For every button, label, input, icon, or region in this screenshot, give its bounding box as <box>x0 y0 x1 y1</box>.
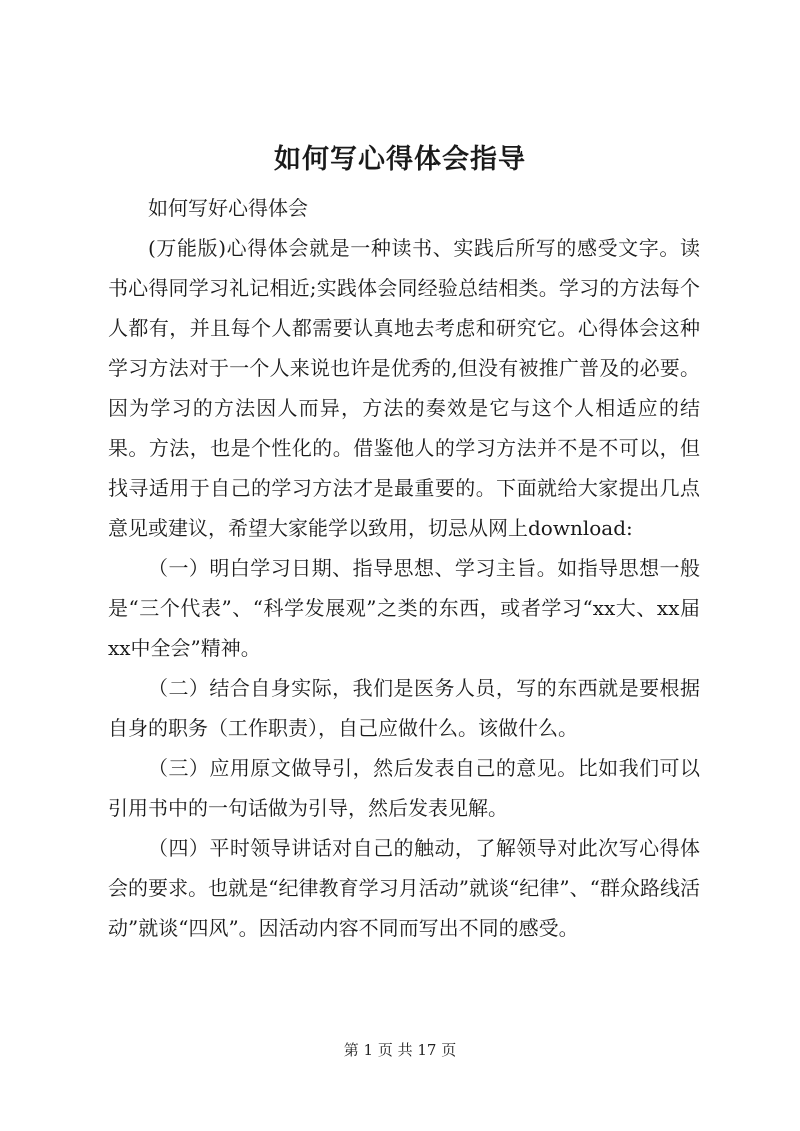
paragraph-point-1: （一）明白学习日期、指导思想、学习主旨。如指导思想一般是“三个代表”、“科学发展观”之类的东西，或者学习“xx大、xx届xx中全会”精神。 <box>108 556 700 660</box>
document-title: 如何写心得体会指导 <box>274 144 526 175</box>
paragraph-point-2: （二）结合自身实际，我们是医务人员，写的东西就是要根据自身的职务（工作职责），自己应做什么。该做什么。 <box>108 676 700 740</box>
paragraph-point-4: （四）平时领导讲话对自己的触动，了解领导对此次写心得体会的要求。也就是“纪律教育学习月活动”就谈“纪律”、“群众路线活动”就谈“四风”。因活动内容不同而写出不同的感受。 <box>108 836 700 940</box>
paragraph-intro: (万能版)心得体会就是一种读书、实践后所写的感受文字。读书心得同学习礼记相近;实践体会同经验总结相类。学习的方法每个人都有，并且每个人都需要认真地去考虑和研究它。心得体会这种学习方法对于一个人来说也许是优秀的,但没有被推广普及的必要。因为学习的方法因人而异，方法的奏效是它与这个人相适应的结果。方法，也是个性化的。借鉴他人的学习方法并不是不可以，但找寻适用于自己的学习方法才是最重要的。下面就给大家提出几点意见或建议，希望大家能学以致用，切忌从网上download: <box>108 236 700 540</box>
paragraph-point-3: （三）应用原文做导引，然后发表自己的意见。比如我们可以引用书中的一句话做为引导，然后发表见解。 <box>108 756 700 820</box>
page-footer: 第 1 页 共 17 页 <box>343 1041 457 1059</box>
paragraph-subtitle: 如何写好心得体会 <box>148 196 308 220</box>
document-body <box>108 188 700 948</box>
